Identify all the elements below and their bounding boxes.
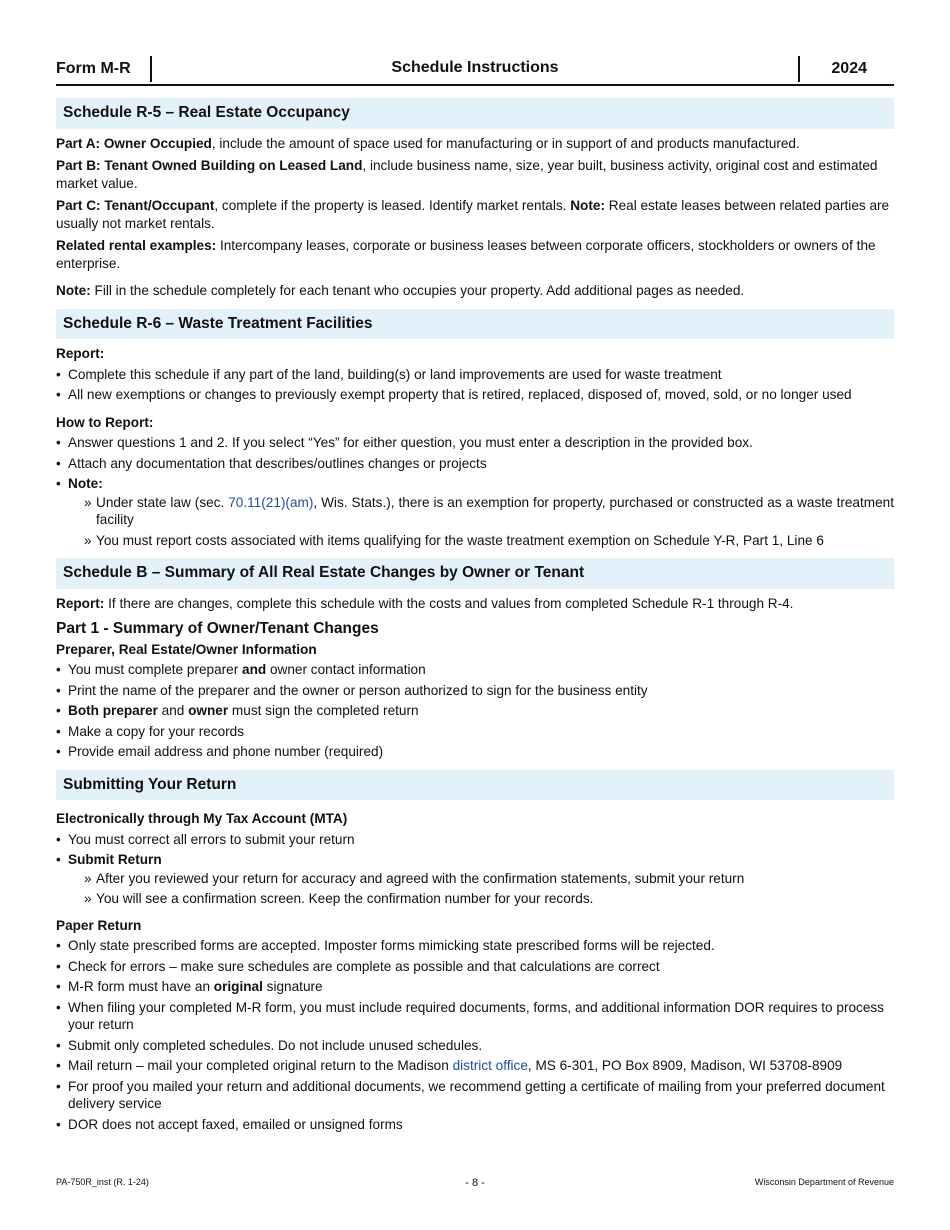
part-text: , include the amount of space used for manufacturing or in support of and products manufactured. bbox=[211, 135, 800, 151]
part-text: , include business name, size, year built, business activity, original cost and estimated market value. bbox=[56, 158, 878, 191]
report-list bbox=[56, 366, 894, 404]
preparer-list bbox=[56, 661, 894, 761]
form-year: 2024 bbox=[831, 60, 867, 77]
item-bold: original bbox=[213, 979, 263, 994]
note-sublist bbox=[68, 494, 894, 550]
list-item: • When filing your completed M-R form, you must include required documents, forms, and additional information DOR requires to process your return bbox=[56, 999, 894, 1034]
list-item bbox=[56, 661, 894, 679]
item-text: Mail return – mail your completed original return to the Madison bbox=[68, 1058, 453, 1073]
note-label: Note: bbox=[570, 198, 605, 213]
list-item: • You must correct all errors to submit your return bbox=[56, 831, 894, 849]
submit-return-sublist bbox=[68, 870, 894, 908]
note-text: Fill in the schedule completely for each tenant who occupies your property. Add additional pages as needed. bbox=[90, 283, 745, 298]
sub-list-item: » You must report costs associated with items qualifying for the waste treatment exemption on Schedule Y-R, Part 1, Line 6 bbox=[68, 532, 894, 550]
sub-list-item: » After you reviewed your return for accuracy and agreed with the confirmation statements, submit your return bbox=[68, 870, 894, 888]
form-id: Form M-R bbox=[56, 60, 131, 77]
list-item: • DOR does not accept faxed, emailed or unsigned forms bbox=[56, 1116, 894, 1134]
list-item bbox=[56, 978, 894, 996]
item-text: M-R form must have an bbox=[68, 979, 214, 994]
item-text: signature bbox=[262, 979, 323, 994]
item-text: must sign the completed return bbox=[228, 703, 419, 718]
list-item bbox=[56, 702, 894, 720]
note-text: Under state law (sec. bbox=[96, 494, 229, 510]
item-text: , MS 6-301, PO Box 8909, Madison, WI 53708-8909 bbox=[527, 1058, 843, 1073]
part-text: Real estate leases between related parties are usually not market rentals. bbox=[56, 198, 890, 231]
statute-link[interactable]: 70.11(21)(am) bbox=[228, 494, 314, 510]
list-item: • Print the name of the preparer and the owner or person authorized to sign for the business entity bbox=[56, 682, 894, 700]
related-text: Intercompany leases, corporate or business leases between corporate officers, stockholders or owners of the enterprise. bbox=[56, 238, 876, 271]
part1-title: Part 1 - Summary of Owner/Tenant Changes bbox=[56, 620, 379, 637]
schedule-b-report bbox=[56, 595, 894, 613]
r5-part-a bbox=[56, 135, 894, 153]
list-item: • Attach any documentation that describes/outlines changes or projects bbox=[56, 455, 894, 473]
agency-name: Wisconsin Department of Revenue bbox=[754, 1177, 894, 1187]
list-item: • Complete this schedule if any part of the land, building(s) or land improvements are used for waste treatment bbox=[56, 366, 894, 384]
sub-list-item bbox=[68, 494, 894, 529]
report-text: If there are changes, complete this schedule with the costs and values from completed Schedule R-1 through R-4. bbox=[104, 595, 794, 611]
note-text: , Wis. Stats.), there is an exemption for property, purchased or constructed as a waste treatment facility bbox=[96, 494, 894, 527]
item-text: You must complete preparer bbox=[68, 662, 243, 677]
header-divider bbox=[150, 56, 152, 82]
page-footer bbox=[56, 1177, 894, 1191]
section-heading-schedule-b: Schedule B – Summary of All Real Estate Changes by Owner or Tenant bbox=[56, 558, 894, 589]
list-item: • Only state prescribed forms are accepted. Imposter forms mimicking state prescribed forms will be rejected. bbox=[56, 937, 894, 955]
page-title: Schedule Instructions bbox=[391, 59, 559, 76]
how-to-report-list bbox=[56, 434, 894, 549]
note-label: Note: bbox=[56, 283, 91, 298]
item-text: owner contact information bbox=[266, 662, 426, 677]
list-item bbox=[56, 475, 894, 549]
sub-list-item: » You will see a confirmation screen. Keep the confirmation number for your records. bbox=[68, 890, 894, 908]
preparer-label: Preparer, Real Estate/Owner Information bbox=[56, 641, 317, 657]
submit-return-label: Submit Return bbox=[68, 852, 162, 867]
main-content bbox=[56, 98, 894, 1139]
r5-part-b bbox=[56, 157, 894, 192]
part-text: , complete if the property is leased. Identify market rentals. bbox=[214, 198, 571, 213]
mta-list bbox=[56, 831, 894, 908]
section-heading-r5: Schedule R-5 – Real Estate Occupancy bbox=[56, 98, 894, 129]
part-label: Part C: Tenant/Occupant bbox=[56, 198, 215, 213]
paper-return-list bbox=[56, 937, 894, 1133]
paper-return-label: Paper Return bbox=[56, 917, 142, 933]
note-label: Note: bbox=[68, 476, 103, 491]
form-code: PA-750R_inst (R. 1-24) bbox=[56, 1177, 149, 1187]
list-item bbox=[56, 851, 894, 908]
how-to-report-label: How to Report: bbox=[56, 414, 154, 430]
page-number: - 8 - bbox=[465, 1177, 485, 1189]
report-label: Report: bbox=[56, 346, 105, 361]
section-heading-r6: Schedule R-6 – Waste Treatment Facilities bbox=[56, 309, 894, 340]
header-divider bbox=[798, 56, 800, 82]
r5-part-c bbox=[56, 197, 894, 232]
list-item: • Submit only completed schedules. Do not include unused schedules. bbox=[56, 1037, 894, 1055]
list-item: • Answer questions 1 and 2. If you select “Yes” for either question, you must enter a description in the provided box. bbox=[56, 434, 894, 452]
r5-related-examples bbox=[56, 237, 894, 272]
list-item: • Check for errors – make sure schedules are complete as possible and that calculations are correct bbox=[56, 958, 894, 976]
part-label: Part A: Owner Occupied bbox=[56, 135, 212, 151]
list-item bbox=[56, 1057, 894, 1075]
list-item: • For proof you mailed your return and additional documents, we recommend getting a certificate of mailing from your preferred document delivery service bbox=[56, 1078, 894, 1113]
list-item: • Make a copy for your records bbox=[56, 723, 894, 741]
item-bold: and bbox=[242, 662, 267, 677]
page-header bbox=[56, 56, 894, 86]
section-heading-submitting: Submitting Your Return bbox=[56, 770, 894, 801]
item-text: and bbox=[157, 703, 189, 718]
list-item: • All new exemptions or changes to previously exempt property that is retired, replaced, disposed of, moved, sold, or no longer used bbox=[56, 386, 894, 404]
r5-note bbox=[56, 282, 894, 300]
item-bold: owner bbox=[188, 703, 229, 718]
list-item: • Provide email address and phone number (required) bbox=[56, 743, 894, 761]
item-bold: Both preparer bbox=[68, 703, 158, 718]
part-label: Part B: Tenant Owned Building on Leased Land bbox=[56, 158, 363, 173]
report-label: Report: bbox=[56, 595, 105, 611]
mta-label: Electronically through My Tax Account (MTA) bbox=[56, 811, 348, 826]
district-office-link[interactable]: district office bbox=[452, 1058, 528, 1073]
related-label: Related rental examples: bbox=[56, 238, 217, 253]
